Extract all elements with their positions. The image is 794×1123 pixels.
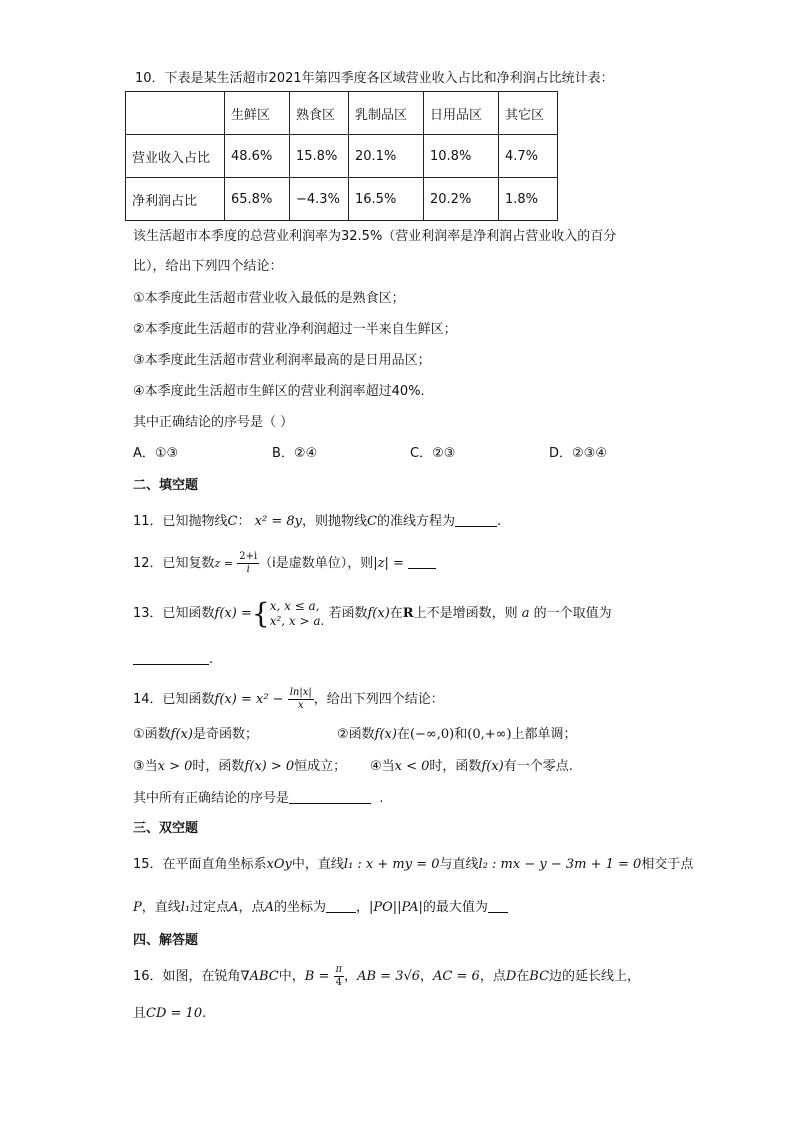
fraction-denominator: 4 [335,977,342,988]
answer-blank [455,512,497,527]
q10-text2: 比），给出下列四个结论： [133,259,283,274]
table-header-cell: 其它区 [499,92,558,135]
q10-text1: 该生活超市本季度的总营业利润率为32.5%（营业利润率是净利润占营业收入的百分 [133,229,617,244]
answer-blank [488,898,508,913]
q15-line-1 [133,856,693,874]
table-cell: 营业收入占比 [126,135,225,178]
option-d: D．②③④ [549,446,607,461]
answer-blank [408,554,436,569]
q15-text: 与直线 [439,857,479,872]
q10-conclusion-2: ②本季度此生活超市的营业净利润超过一半来自生鲜区； [133,322,457,337]
q16-text: ， [420,969,434,984]
q11-line [133,512,501,531]
q16-fraction [334,964,345,989]
brace-icon: { [251,596,270,630]
q14-ask: 其中所有正确结论的序号是 [133,791,290,806]
q14-conclusion-2 [337,726,577,744]
section-heading-fill-in: 二、填空题 [133,478,199,493]
q14-text: 时，函数 [192,759,245,774]
table-row [126,178,558,221]
table-cell: 20.2% [424,178,499,221]
q10-stem: 10．下表是某生活超市2021年第四季度各区域营业收入占比和净利润占比统计表： [135,71,614,86]
fraction-numerator: π [335,964,343,975]
q16-text: 中， [278,969,305,984]
q13-text: 若函数 [328,606,368,621]
q14-conclusion-1 [133,726,258,744]
table-cell: −4.3% [290,178,349,221]
q11-var: C [227,514,238,529]
q15-xoy: xOy [266,857,292,872]
option-c: C．②③ [410,446,456,461]
q14-text: 和 [454,727,468,742]
stats-table [125,91,558,221]
q16-cd: CD = 10 [146,1006,203,1021]
q11-text: 的准线方程为 [376,514,455,529]
q14-cond: x > 0 [157,759,193,774]
q16-text: ， [344,969,358,984]
q15-text: 的坐标为 [273,900,326,915]
q13-blank-line [133,650,213,669]
q14-interval: (0,+∞) [467,727,512,742]
q14-fx: f(x) [374,727,397,742]
q15-line-l2: l₂ : mx − y − 3m + 1 = 0 [478,857,642,872]
q14-conclusion-3 [133,758,346,776]
q15-text: 15．在平面直角坐标系 [133,857,267,872]
q15-text: ，直线 [141,900,181,915]
q15-text: 过定点 [190,900,230,915]
section-heading-solve: 四、解答题 [133,933,199,948]
q12-z: z = [214,557,234,570]
q15-l1: l₁ [180,900,191,915]
q14-text: ③当 [133,759,158,774]
q15-text: 的最大值为 [422,900,488,915]
table-header-cell: 乳制品区 [349,92,424,135]
fraction-numerator: 2+i [239,551,258,562]
q11-text: 11．已知抛物线 [133,514,228,529]
q10-conclusion-4: ④本季度此生活超市生鲜区的营业利润率超过40%. [133,384,425,399]
q14-ask-line [133,789,383,808]
q12-fraction [237,551,259,576]
q15-line-l1: l₁ : x + my = 0 [343,857,440,872]
q11-end: . [496,514,502,529]
q13-f: f(x) = [214,606,252,621]
q14-end: . [379,791,384,806]
q14-text: ④当 [370,759,395,774]
section-heading-double-blank: 三、双空题 [133,821,199,836]
q13-text: 的一个取值为 [533,606,612,621]
q10-conclusion-3: ③本季度此生活超市营业利润率最高的是日用品区； [133,353,431,368]
q13-case-2: x², x > a. [269,613,325,628]
q16-text: 且 [133,1006,147,1021]
table-cell: 65.8% [225,178,290,221]
q12-text: 12．已知复数 [133,556,215,571]
q12-abs: |z| = [373,556,404,571]
q14-line [133,684,444,716]
q11-text: ，则抛物线 [301,514,367,529]
q14-fx: f(x) [481,759,504,774]
table-cell: 15.8% [290,135,349,178]
q16-B: B = [304,969,330,984]
option-b: B．②④ [272,446,318,461]
table-header-cell: 生鲜区 [225,92,290,135]
q13-a: a [521,606,530,621]
q11-equation: x² = 8y [254,514,302,529]
table-header-cell: 日用品区 [424,92,499,135]
table-cell: 20.1% [349,135,424,178]
q14-text: 有一个零点. [503,759,573,774]
answer-blank [289,789,371,804]
q13-cases [270,599,325,629]
q16-ac: AC = 6 [433,969,480,984]
q16-line-1 [133,962,640,992]
q14-text: 是奇函数； [192,727,258,742]
q10-ask: 其中正确结论的序号是（ ） [133,415,294,430]
q14-text: ①函数 [133,727,171,742]
q14-cond: x < 0 [394,759,430,774]
q15-text: 相交于点 [641,857,694,872]
table-header-cell: 熟食区 [290,92,349,135]
q14-text: ②函数 [337,727,375,742]
answer-blank [326,898,356,913]
q14-cond: f(x) > 0 [244,759,295,774]
q16-text: 边的延长线上， [549,969,641,984]
fraction-denominator: i [246,564,250,575]
q15-line-2 [133,898,508,917]
option-a: A．①③ [133,446,179,461]
q11-colon: ： [237,514,251,529]
q14-f: f(x) = x² − [214,692,284,707]
q14-text: 14．已知函数 [133,692,215,707]
q13-text: 13．已知函数 [133,606,215,621]
q15-product: |PO||PA| [368,900,423,915]
q16-BC: BC [529,969,550,984]
q13-text: 上不是增函数，则 [413,606,518,621]
table-cell: 16.5% [349,178,424,221]
q16-text: ，点 [479,969,506,984]
q16-D: D [505,969,517,984]
fraction-denominator: x [297,700,304,711]
q14-conclusion-4 [370,758,573,776]
q14-interval: (−∞,0) [409,727,455,742]
q15-text: 中，直线 [291,857,344,872]
q14-text: 在 [396,727,410,742]
q16-text: 16．如图，在锐角 [133,969,241,984]
q11-var: C [367,514,377,529]
q14-text: 上都单调； [511,727,577,742]
table-cell: 48.6% [225,135,290,178]
q14-text: 恒成立； [294,759,347,774]
q15-text: ， [355,900,369,915]
q16-line-2 [133,1005,206,1023]
table-cell: 净利润占比 [126,178,225,221]
q13-R: R [402,606,414,621]
q13-case-1: x, x ≤ a, [269,598,320,613]
table-header-row [126,92,558,135]
answer-blank [133,650,209,665]
q16-triangle: ∇ABC [240,969,279,984]
fraction-numerator: ln|x| [289,687,312,698]
q13-end: . [209,652,214,667]
q15-A: A [229,900,239,915]
q12-text: （i是虚数单位），则 [259,556,374,571]
q16-text: . [202,1006,207,1021]
q14-text: ，给出下列四个结论： [313,692,444,707]
q14-text: 时，函数 [429,759,482,774]
q14-fraction [288,687,314,712]
q13-text: 在 [389,606,403,621]
q10-conclusion-1: ①本季度此生活超市营业收入最低的是熟食区； [133,291,405,306]
table-header-cell [126,92,225,135]
table-cell: 10.8% [424,135,499,178]
q16-text: 在 [516,969,530,984]
q12-line [133,550,436,578]
q15-text: ，点 [238,900,265,915]
q13-line [133,596,612,632]
table-row [126,135,558,178]
table-cell: 4.7% [499,135,558,178]
q13-fx: f(x) [367,606,390,621]
q15-A: A [264,900,274,915]
q14-fx: f(x) [170,727,193,742]
table-cell: 1.8% [499,178,558,221]
q16-ab: AB = 3√6 [357,969,421,984]
q15-P: P [133,900,142,915]
